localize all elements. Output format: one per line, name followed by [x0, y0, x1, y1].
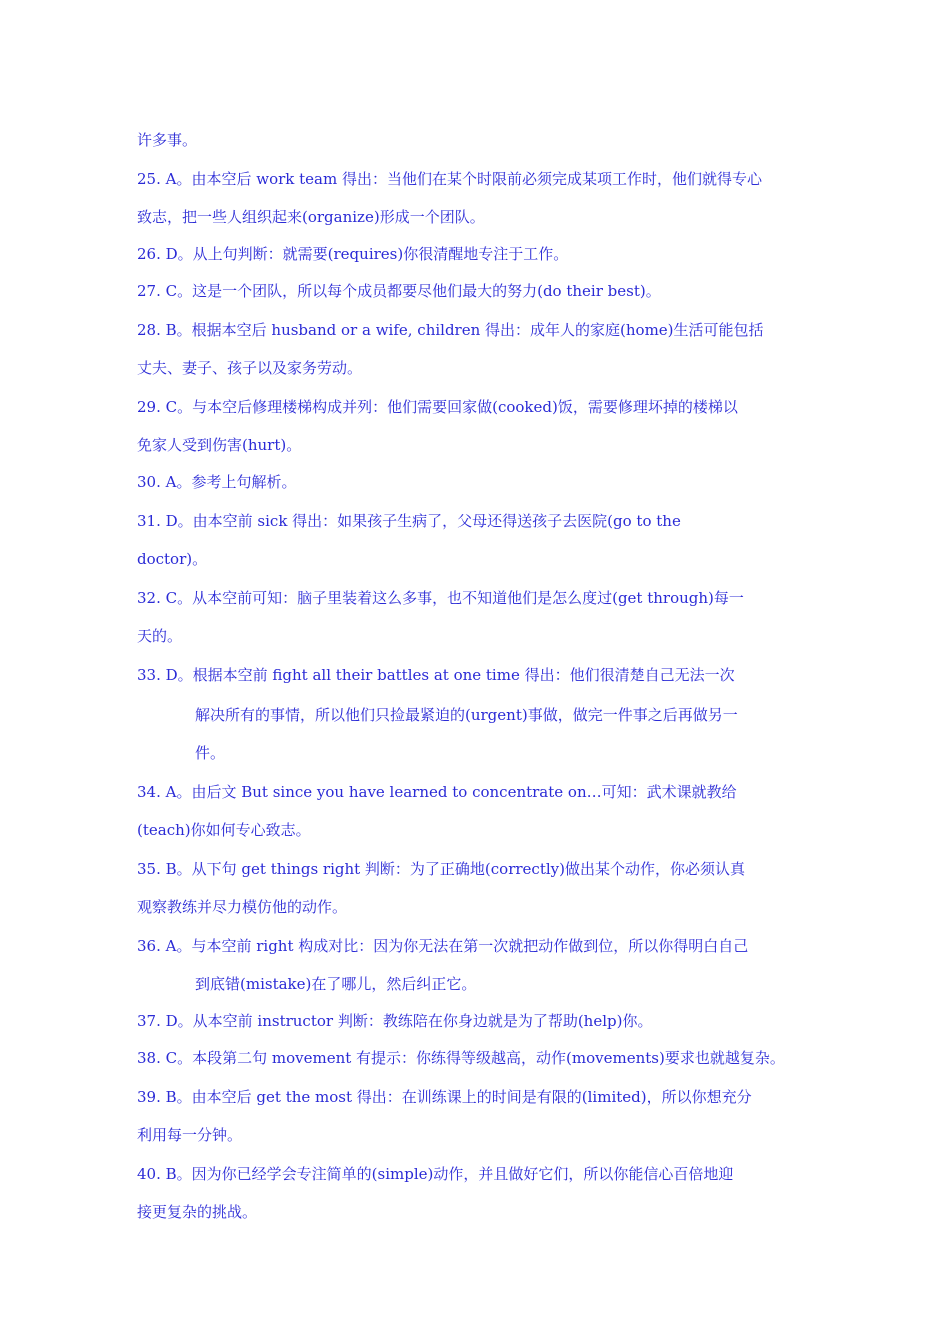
answer-item: [137, 578, 817, 655]
text-line: 天的。: [137, 627, 183, 645]
answer-item: [137, 501, 817, 578]
answer-item: [137, 387, 817, 464]
answer-item: [137, 926, 817, 1003]
text-line: 许多事。: [137, 131, 198, 149]
answer-item: [137, 464, 817, 501]
answer-item: [137, 1003, 817, 1040]
text-line: 30. A。参考上句解析。: [137, 473, 297, 491]
text-line: 28. B。根据本空后 husband or a wife, children 得出：成年人的家庭(home)生活可能包括: [137, 321, 764, 339]
text-line: 观察教练并尽力模仿他的动作。: [137, 898, 348, 916]
text-line: 39. B。由本空后 get the most 得出：在训练课上的时间是有限的(limited)，所以你想充分: [137, 1088, 752, 1106]
text-line: 25. A。由本空后 work team 得出：当他们在某个时限前必须完成某项工作时，他们就得专心: [137, 170, 762, 188]
text-line: 免家人受到伤害(hurt)。: [137, 436, 302, 454]
text-line: 27. C。这是一个团队，所以每个成员都要尽他们最大的努力(do their best)。: [137, 282, 661, 300]
answer-item: [137, 1077, 817, 1154]
answer-item: [137, 655, 817, 772]
text-line: 36. A。与本空前 right 构成对比：因为你无法在第一次就把动作做到位，所以你得明白自己: [137, 937, 749, 955]
text-line: 解决所有的事情，所以他们只捡最紧迫的(urgent)事做，做完一件事之后再做另一: [195, 706, 738, 724]
text-line: 40. B。因为你已经学会专注简单的(simple)动作，并且做好它们，所以你能信心百倍地迎: [137, 1165, 734, 1183]
answer-item: [137, 310, 817, 387]
text-line: 丈夫、妻子、孩子以及家务劳动。: [137, 359, 363, 377]
text-line: 34. A。由后文 But since you have learned to concentrate on…可知：武术课就教给: [137, 783, 737, 801]
answer-item: [137, 236, 817, 273]
text-line: 件。: [195, 744, 226, 762]
text-line: 致志，把一些人组织起来(organize)形成一个团队。: [137, 208, 485, 226]
text-line: 接更复杂的挑战。: [137, 1203, 258, 1221]
text-line: 38. C。本段第二句 movement 有提示：你练得等级越高，动作(movements)要求也就越复杂。: [137, 1049, 785, 1067]
answer-item: [137, 273, 817, 310]
answer-item: [137, 1040, 817, 1077]
answer-explanations: [137, 122, 817, 1231]
text-line: 利用每一分钟。: [137, 1126, 243, 1144]
answer-item: [137, 772, 817, 849]
text-line: 37. D。从本空前 instructor 判断：教练陪在你身边就是为了帮助(help)你。: [137, 1012, 653, 1030]
text-line: 35. B。从下句 get things right 判断：为了正确地(correctly)做出某个动作，你必须认真: [137, 860, 745, 878]
text-line: 33. D。根据本空前 fight all their battles at one time 得出：他们很清楚自己无法一次: [137, 666, 735, 684]
answer-item: [137, 1154, 817, 1231]
answer-item: [137, 849, 817, 926]
text-line: 32. C。从本空前可知：脑子里装着这么多事，也不知道他们是怎么度过(get through)每一: [137, 589, 744, 607]
text-line: doctor)。: [137, 550, 208, 568]
text-line: (teach)你如何专心致志。: [137, 821, 311, 839]
text-line: 29. C。与本空后修理楼梯构成并列：他们需要回家做(cooked)饭，需要修理坏掉的楼梯以: [137, 398, 738, 416]
text-line: 26. D。从上句判断：就需要(requires)你很清醒地专注于工作。: [137, 245, 569, 263]
answer-item: [137, 159, 817, 236]
text-line: 31. D。由本空前 sick 得出：如果孩子生病了，父母还得送孩子去医院(go to the: [137, 512, 681, 530]
continued-text: [137, 122, 817, 159]
text-line: 到底错(mistake)在了哪儿，然后纠正它。: [195, 975, 477, 993]
